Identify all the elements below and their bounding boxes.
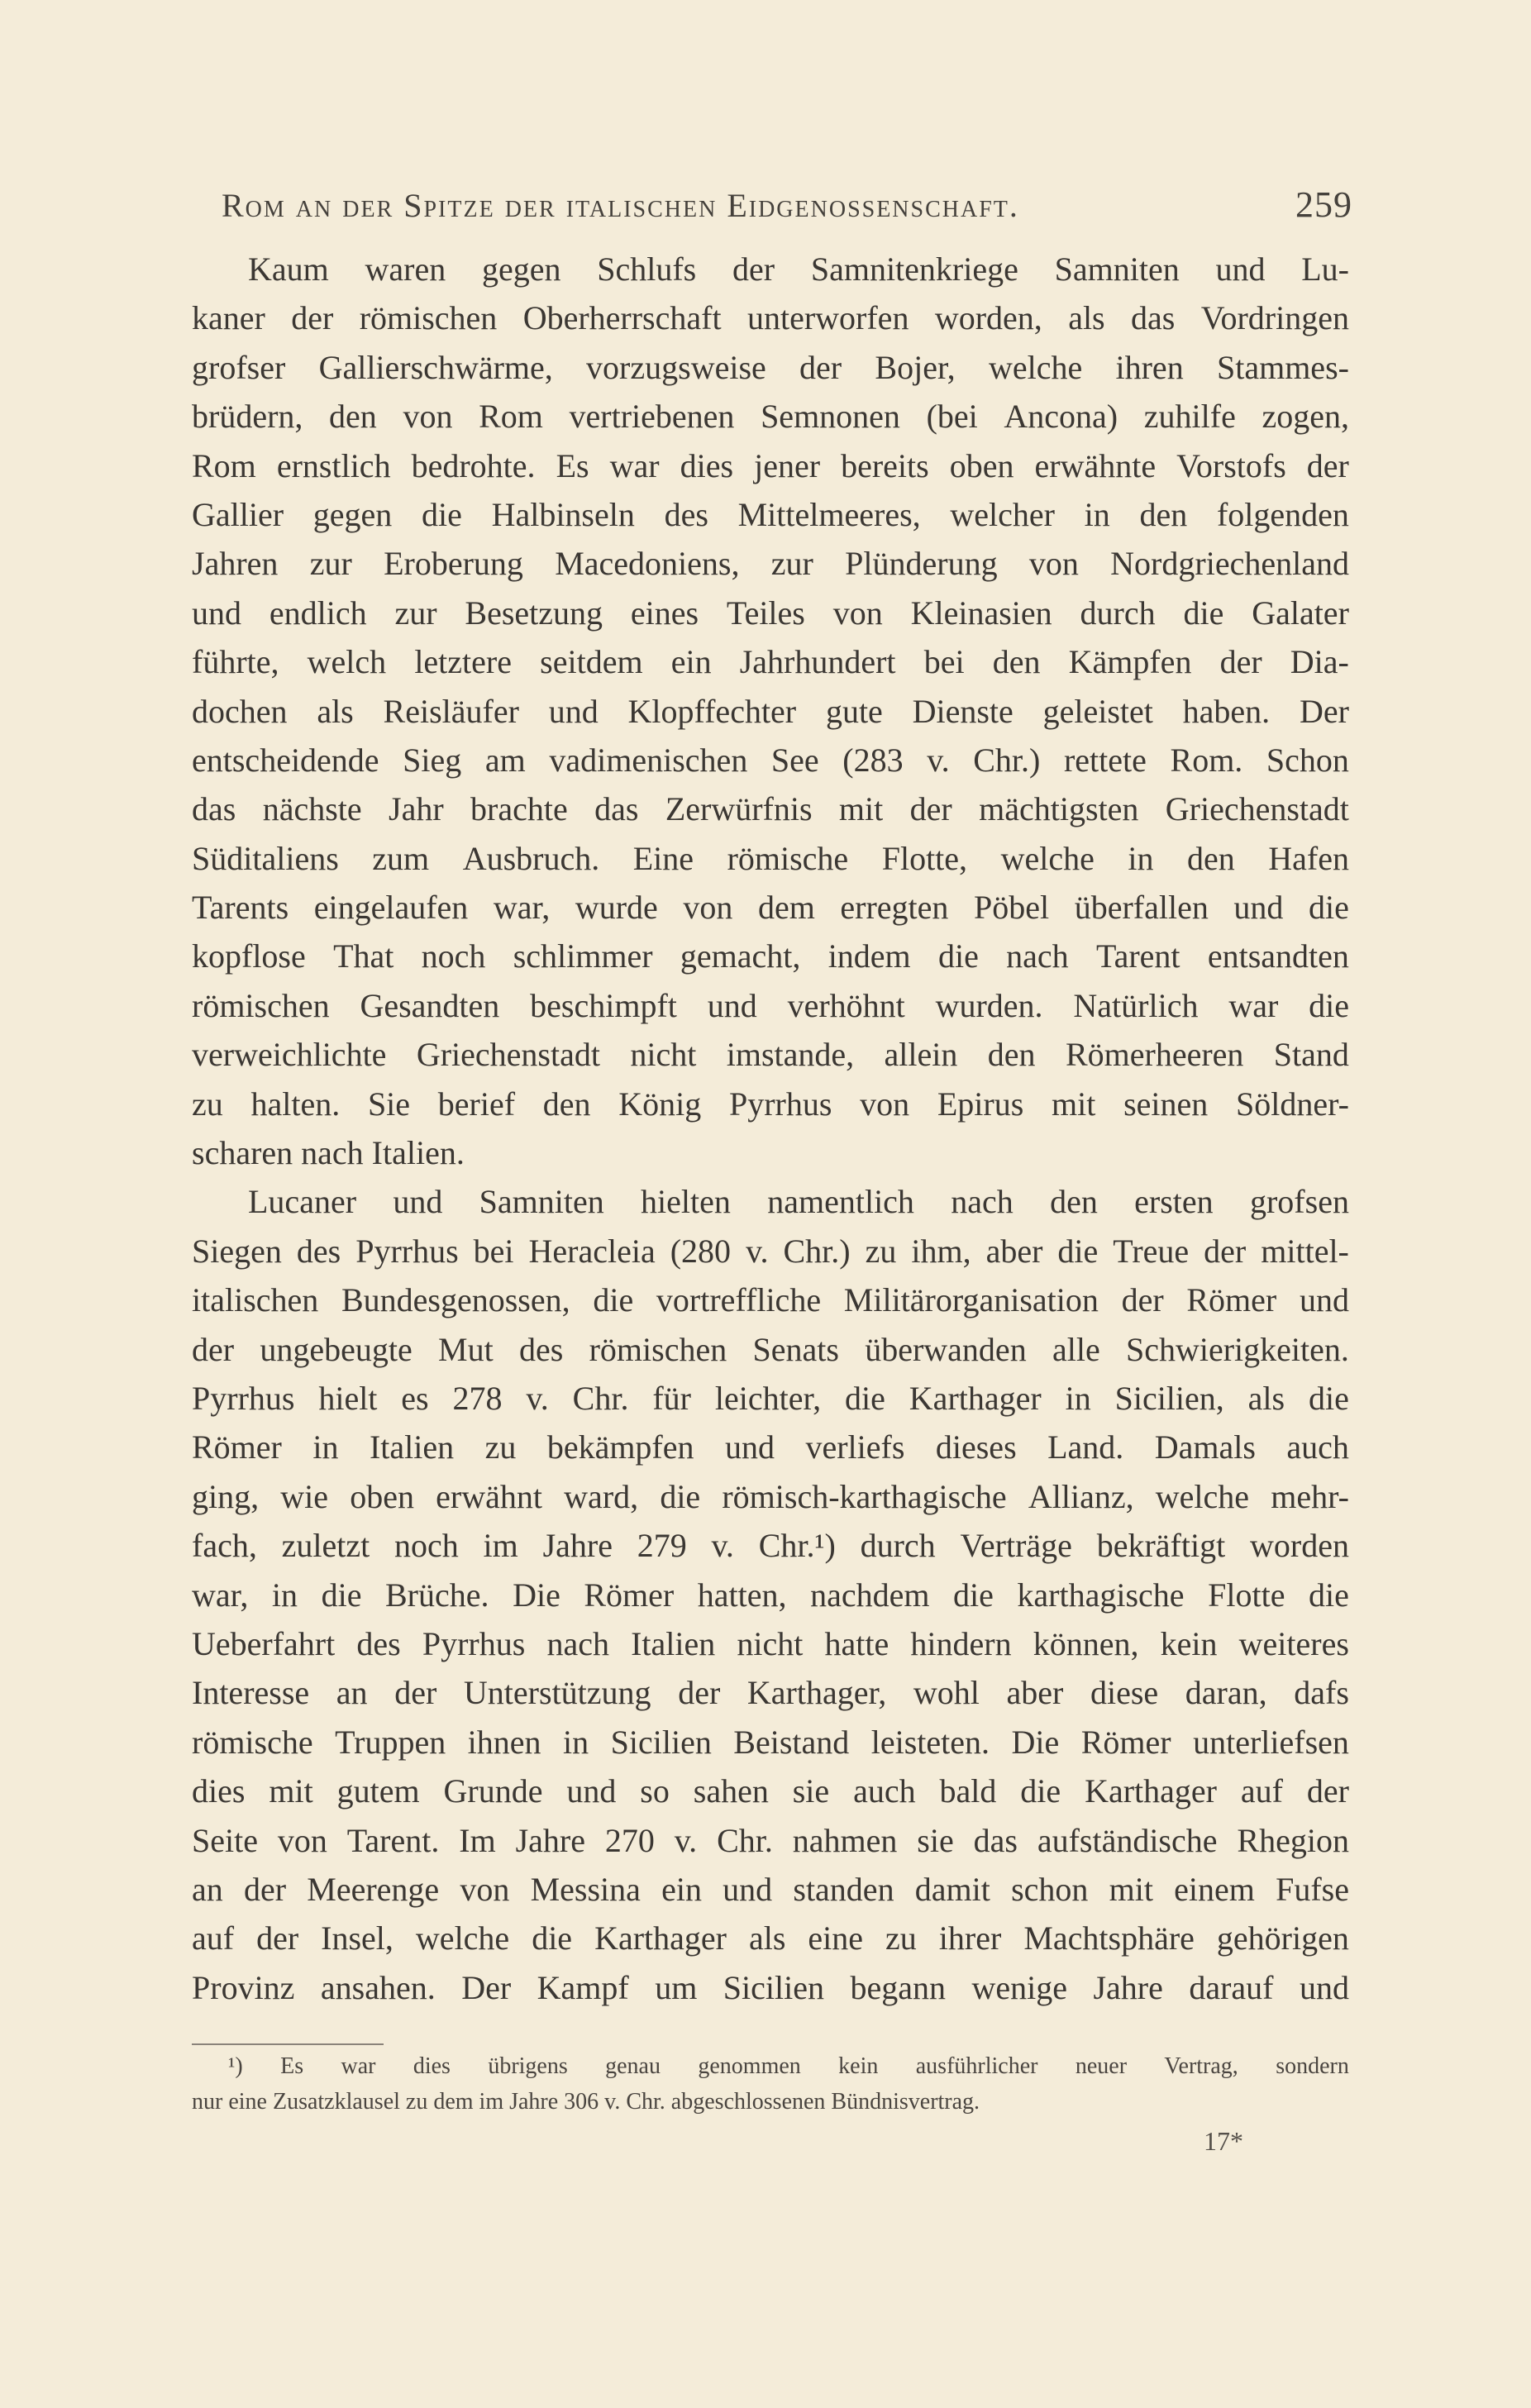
- text-line: dies mit gutem Grunde und so sahen sie auch bald die Karthager auf der: [192, 1772, 1349, 1810]
- text-line: Provinz ansahen. Der Kampf um Sicilien begann wenige Jahre darauf und: [192, 1968, 1349, 2006]
- text-line: dochen als Reisläufer und Klopffechter gute Dienste geleistet haben. Der: [192, 692, 1349, 730]
- text-line: Kaum waren gegen Schlufs der Samnitenkriege Samniten und Lu-: [248, 250, 1349, 288]
- text-line: an der Meerenge von Messina ein und standen damit schon mit einem Fufse: [192, 1870, 1349, 1908]
- text-line: zu halten. Sie berief den König Pyrrhus von Epirus mit seinen Söldner-: [192, 1085, 1349, 1123]
- footnote-line: nur eine Zusatzklausel zu dem im Jahre 306 v. Chr. abgeschlossenen Bündnisvertrag.: [192, 2089, 980, 2115]
- footnotes: [192, 2048, 1349, 2120]
- running-head: [222, 184, 1352, 226]
- text-line: kaner der römischen Oberherrschaft unterworfen worden, als das Vordringen: [192, 299, 1349, 337]
- text-line: römischen Gesandten beschimpft und verhöhnt wurden. Natürlich war die: [192, 986, 1349, 1024]
- text-line: Siegen des Pyrrhus bei Heracleia (280 v. Chr.) zu ihm, aber die Treue der mittel-: [192, 1232, 1349, 1270]
- text-line: war, in die Brüche. Die Römer hatten, nachdem die karthagische Flotte die: [192, 1576, 1349, 1614]
- text-line: Ueberfahrt des Pyrrhus nach Italien nicht hatte hindern können, kein weiteres: [192, 1624, 1349, 1662]
- text-line: kopflose That noch schlimmer gemacht, indem die nach Tarent entsandten: [192, 937, 1349, 975]
- footnote-line: ¹) Es war dies übrigens genau genommen kein ausführlicher neuer Vertrag, sondern: [228, 2053, 1349, 2079]
- text-line: Seite von Tarent. Im Jahre 270 v. Chr. nahmen sie das aufständische Rhegion: [192, 1821, 1349, 1859]
- text-line: Rom ernstlich bedrohte. Es war dies jener bereits oben erwähnte Vorstofs der: [192, 446, 1349, 484]
- body-text: [192, 245, 1349, 2012]
- text-line: Interesse an der Unterstützung der Karthager, wohl aber diese daran, dafs: [192, 1674, 1349, 1712]
- text-line: Lucaner und Samniten hielten namentlich nach den ersten grofsen: [248, 1183, 1349, 1221]
- text-line: scharen nach Italien.: [192, 1134, 465, 1172]
- text-line: fach, zuletzt noch im Jahre 279 v. Chr.¹) durch Verträge bekräftigt worden: [192, 1527, 1349, 1565]
- text-line: römische Truppen ihnen in Sicilien Beistand leisteten. Die Römer unterliefsen: [192, 1723, 1349, 1761]
- text-line: Tarents eingelaufen war, wurde von dem erregten Pöbel überfallen und die: [192, 889, 1349, 927]
- running-head-title: Rom an der Spitze der italischen Eidgenossenschaft.: [222, 187, 1019, 224]
- text-line: führte, welch letztere seitdem ein Jahrhundert bei den Kämpfen der Dia-: [192, 643, 1349, 681]
- text-line: Süditaliens zum Ausbruch. Eine römische Flotte, welche in den Hafen: [192, 839, 1349, 877]
- text-line: Pyrrhus hielt es 278 v. Chr. für leichter, die Karthager in Sicilien, als die: [192, 1379, 1349, 1417]
- text-line: grofser Gallierschwärme, vorzugsweise der Bojer, welche ihren Stammes-: [192, 348, 1349, 386]
- text-line: Römer in Italien zu bekämpfen und verliefs dieses Land. Damals auch: [192, 1428, 1349, 1466]
- text-line: entscheidende Sieg am vadimenischen See (283 v. Chr.) rettete Rom. Schon: [192, 741, 1349, 779]
- text-line: und endlich zur Besetzung eines Teiles von Kleinasien durch die Galater: [192, 594, 1349, 632]
- text-line: Gallier gegen die Halbinseln des Mittelmeeres, welcher in den folgenden: [192, 495, 1349, 533]
- text-line: ging, wie oben erwähnt ward, die römisch-karthagische Allianz, welche mehr-: [192, 1477, 1349, 1515]
- text-line: italischen Bundesgenossen, die vortreffliche Militärorganisation der Römer und: [192, 1281, 1349, 1319]
- text-line: Jahren zur Eroberung Macedoniens, zur Plünderung von Nordgriechenland: [192, 545, 1349, 583]
- text-line: auf der Insel, welche die Karthager als eine zu ihrer Machtsphäre gehörigen: [192, 1919, 1349, 1957]
- text-line: das nächste Jahr brachte das Zerwürfnis mit der mächtigsten Griechenstadt: [192, 790, 1349, 828]
- signature-mark: 17*: [1204, 2126, 1243, 2156]
- text-line: der ungebeugte Mut des römischen Senats überwanden alle Schwierigkeiten.: [192, 1330, 1349, 1368]
- text-line: verweichlichte Griechenstadt nicht imstande, allein den Römerheeren Stand: [192, 1036, 1349, 1074]
- footnote-rule: [192, 2043, 384, 2045]
- page-number: 259: [1295, 184, 1352, 225]
- text-line: brüdern, den von Rom vertriebenen Semnonen (bei Ancona) zuhilfe zogen,: [192, 398, 1349, 436]
